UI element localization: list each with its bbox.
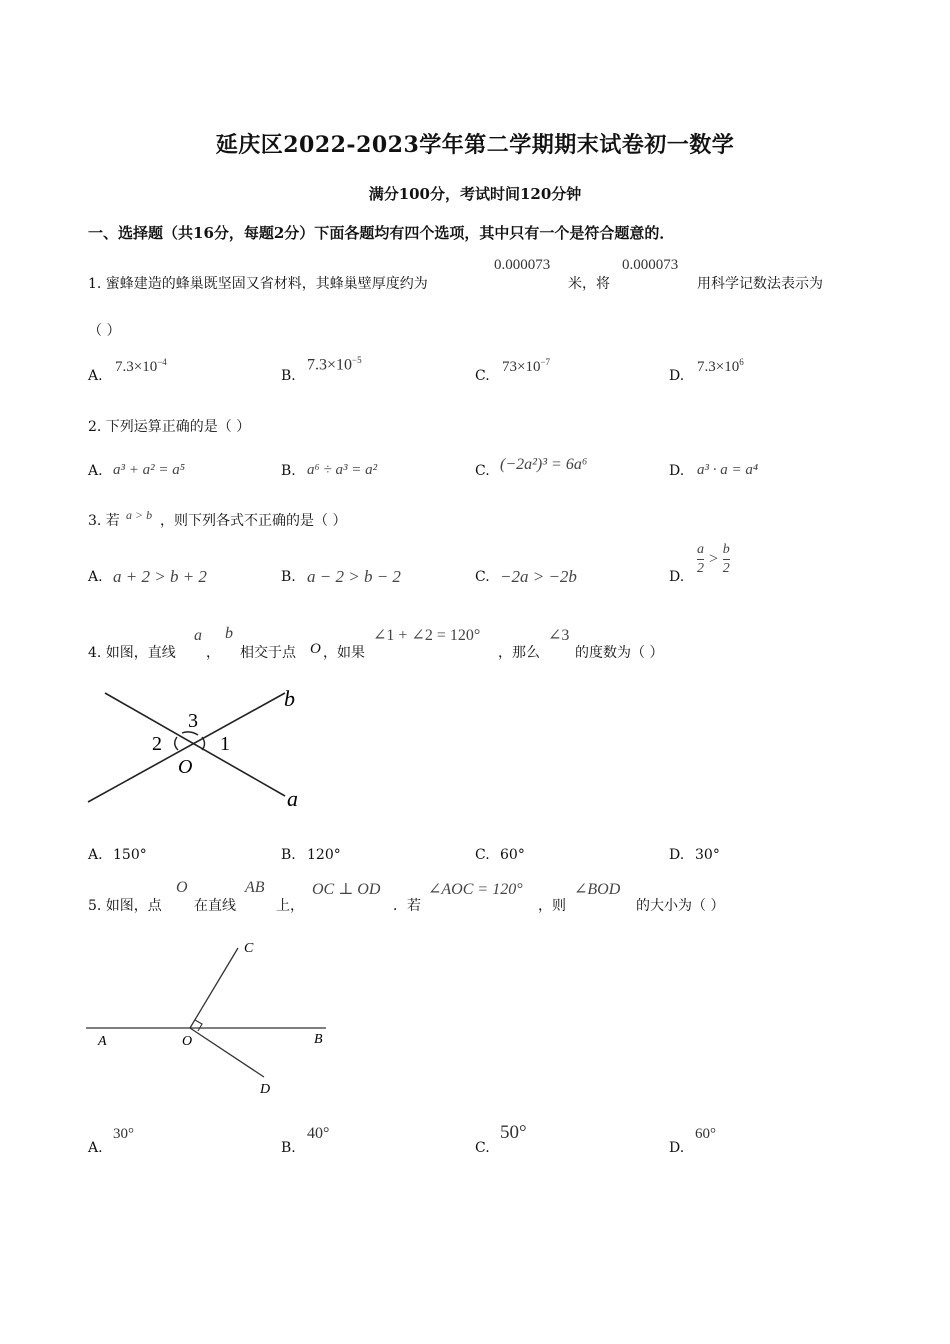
q5-stem-mid2: 上， bbox=[276, 898, 304, 914]
page-title: 延庆区2022-2023学年第二学期期末试卷初一数学 bbox=[215, 132, 735, 158]
q3-option-b: a − 2 > b − 2 bbox=[307, 567, 401, 586]
q4-option-b: 120° bbox=[307, 847, 341, 863]
q5-option-d: 60° bbox=[695, 1126, 716, 1142]
q5-condition: ∠AOC = 120° bbox=[428, 881, 523, 898]
q2-option-d-label: D. bbox=[669, 463, 685, 479]
q5-option-a-label: A. bbox=[88, 1140, 103, 1156]
q4-option-c: 60° bbox=[500, 847, 525, 863]
q3-option-a: a + 2 > b + 2 bbox=[113, 567, 207, 586]
q4-arc-3 bbox=[182, 732, 198, 735]
q3-option-d: $\frac{a}{2}$ > $\frac{b}{2}$ bbox=[697, 542, 730, 576]
q1-stem-post: 用科学记数法表示为 bbox=[697, 276, 823, 292]
q4-figure bbox=[80, 680, 320, 810]
q4-line-b-stroke bbox=[88, 693, 285, 802]
q4-point-o: O bbox=[310, 641, 321, 657]
q1-option-c: $73\times 10^{-7}$ bbox=[502, 357, 551, 375]
q5-option-d-label: D. bbox=[669, 1140, 685, 1156]
q4-option-a: 150° bbox=[113, 847, 147, 863]
q5-right-angle-mark bbox=[195, 1020, 202, 1031]
q1-option-a: $7.3\times 10^{-4}$ bbox=[115, 357, 167, 375]
q2-stem: 2. 下列运算正确的是（ ） bbox=[88, 419, 251, 435]
q4-stem-pre: 4. 如图，直线 bbox=[88, 645, 176, 661]
q1-option-d: $7.3\times 10^6$ bbox=[697, 357, 744, 375]
q4-ask: ∠3 bbox=[548, 627, 570, 644]
q1-option-c-label: C. bbox=[475, 368, 490, 384]
q1-option-d-label: D. bbox=[669, 368, 685, 384]
q5-line-ab: AB bbox=[245, 879, 265, 896]
q5-point-o: O bbox=[176, 879, 188, 896]
q3-option-d-label: D. bbox=[669, 569, 685, 585]
q5-label-o: O bbox=[182, 1034, 193, 1049]
q5-stem-post: 的大小为（ ） bbox=[636, 898, 725, 914]
q3-option-c-label: C. bbox=[475, 569, 490, 585]
q5-figure bbox=[80, 930, 350, 1100]
q5-perpendicular: OC ⊥ OD bbox=[312, 881, 381, 898]
q4-condition: ∠1 + ∠2 = 120° bbox=[373, 627, 481, 644]
q1-stem-mid: 米，将 bbox=[568, 276, 610, 292]
q1-option-b: $7.3\times 10^{-5}$ bbox=[307, 355, 362, 374]
q4-option-d-label: D. bbox=[669, 847, 685, 863]
q4-stem-mid2: ，如果 bbox=[323, 645, 365, 661]
q5-option-a: 30° bbox=[113, 1126, 134, 1142]
q1-option-a-label: A. bbox=[88, 368, 103, 384]
q5-option-b-label: B. bbox=[281, 1140, 296, 1156]
q5-option-c-label: C. bbox=[475, 1140, 490, 1156]
q5-label-b: B bbox=[314, 1032, 323, 1047]
q2-option-d: a³ · a = a⁴ bbox=[697, 462, 759, 478]
q1-option-b-label: B. bbox=[281, 368, 296, 384]
section-heading: 一、选择题（共16分，每题2分）下面各题均有四个选项，其中只有一个是符合题意的． bbox=[88, 224, 675, 242]
q3-option-b-label: B. bbox=[281, 569, 296, 585]
q1-number-2: 0.000073 bbox=[622, 257, 679, 273]
q4-stem-mid3: ，那么 bbox=[498, 645, 540, 661]
q2-option-a-label: A. bbox=[88, 463, 103, 479]
q4-label-3: 3 bbox=[188, 710, 198, 732]
q4-option-d: 30° bbox=[695, 847, 720, 863]
q5-label-a: A bbox=[98, 1034, 107, 1049]
q4-option-b-label: B. bbox=[281, 847, 296, 863]
q4-option-c-label: C. bbox=[475, 847, 490, 863]
q5-ray-oc bbox=[190, 948, 238, 1028]
q5-ask: ∠BOD bbox=[574, 881, 621, 898]
q1-number-1: 0.000073 bbox=[494, 257, 551, 273]
q5-stem-mid4: ，则 bbox=[538, 898, 566, 914]
q4-label-a: a bbox=[287, 786, 298, 810]
q5-stem-pre: 5. 如图，点 bbox=[88, 898, 162, 914]
q1-answer-paren: （ ） bbox=[88, 323, 121, 339]
q3-condition: a > b bbox=[126, 508, 153, 522]
q3-option-c: −2a > −2b bbox=[500, 567, 577, 586]
q4-label-1: 1 bbox=[220, 733, 230, 755]
q4-label-o: O bbox=[178, 756, 193, 778]
q5-stem-mid: 在直线 bbox=[194, 898, 236, 914]
q1-stem-pre: 1. 蜜蜂建造的蜂巢既坚固又省材料，其蜂巢壁厚度约为 bbox=[88, 276, 428, 292]
q4-label-b: b bbox=[284, 686, 295, 711]
q3-stem-post: ，则下列各式不正确的是（ ） bbox=[160, 513, 347, 529]
q4-line-a: a bbox=[194, 627, 202, 644]
q4-comma: ， bbox=[206, 645, 220, 661]
q4-label-2: 2 bbox=[152, 733, 162, 755]
q5-option-c: 50° bbox=[500, 1122, 527, 1143]
q2-option-c: (−2a²)³ = 6a⁶ bbox=[500, 456, 588, 473]
q4-option-a-label: A. bbox=[88, 847, 103, 863]
q2-option-b-label: B. bbox=[281, 463, 296, 479]
q5-label-c: C bbox=[244, 941, 254, 956]
q5-ray-od bbox=[190, 1028, 264, 1077]
q3-option-a-label: A. bbox=[88, 569, 103, 585]
q2-option-c-label: C. bbox=[475, 463, 490, 479]
q4-arc-2 bbox=[175, 737, 178, 750]
q2-option-a: a³ + a² = a⁵ bbox=[113, 462, 185, 478]
q5-stem-mid3: ．若 bbox=[393, 898, 421, 914]
exam-info: 满分100分，考试时间120分钟 bbox=[368, 185, 582, 203]
q2-option-b: a⁶ ÷ a³ = a² bbox=[307, 462, 378, 478]
q4-stem-post: 的度数为（ ） bbox=[575, 645, 664, 661]
q5-option-b: 40° bbox=[307, 1125, 330, 1142]
q3-stem-pre: 3. 若 bbox=[88, 513, 120, 529]
q4-line-b: b bbox=[225, 625, 233, 642]
q4-stem-mid: 相交于点 bbox=[240, 645, 296, 661]
q5-label-d: D bbox=[260, 1082, 271, 1097]
